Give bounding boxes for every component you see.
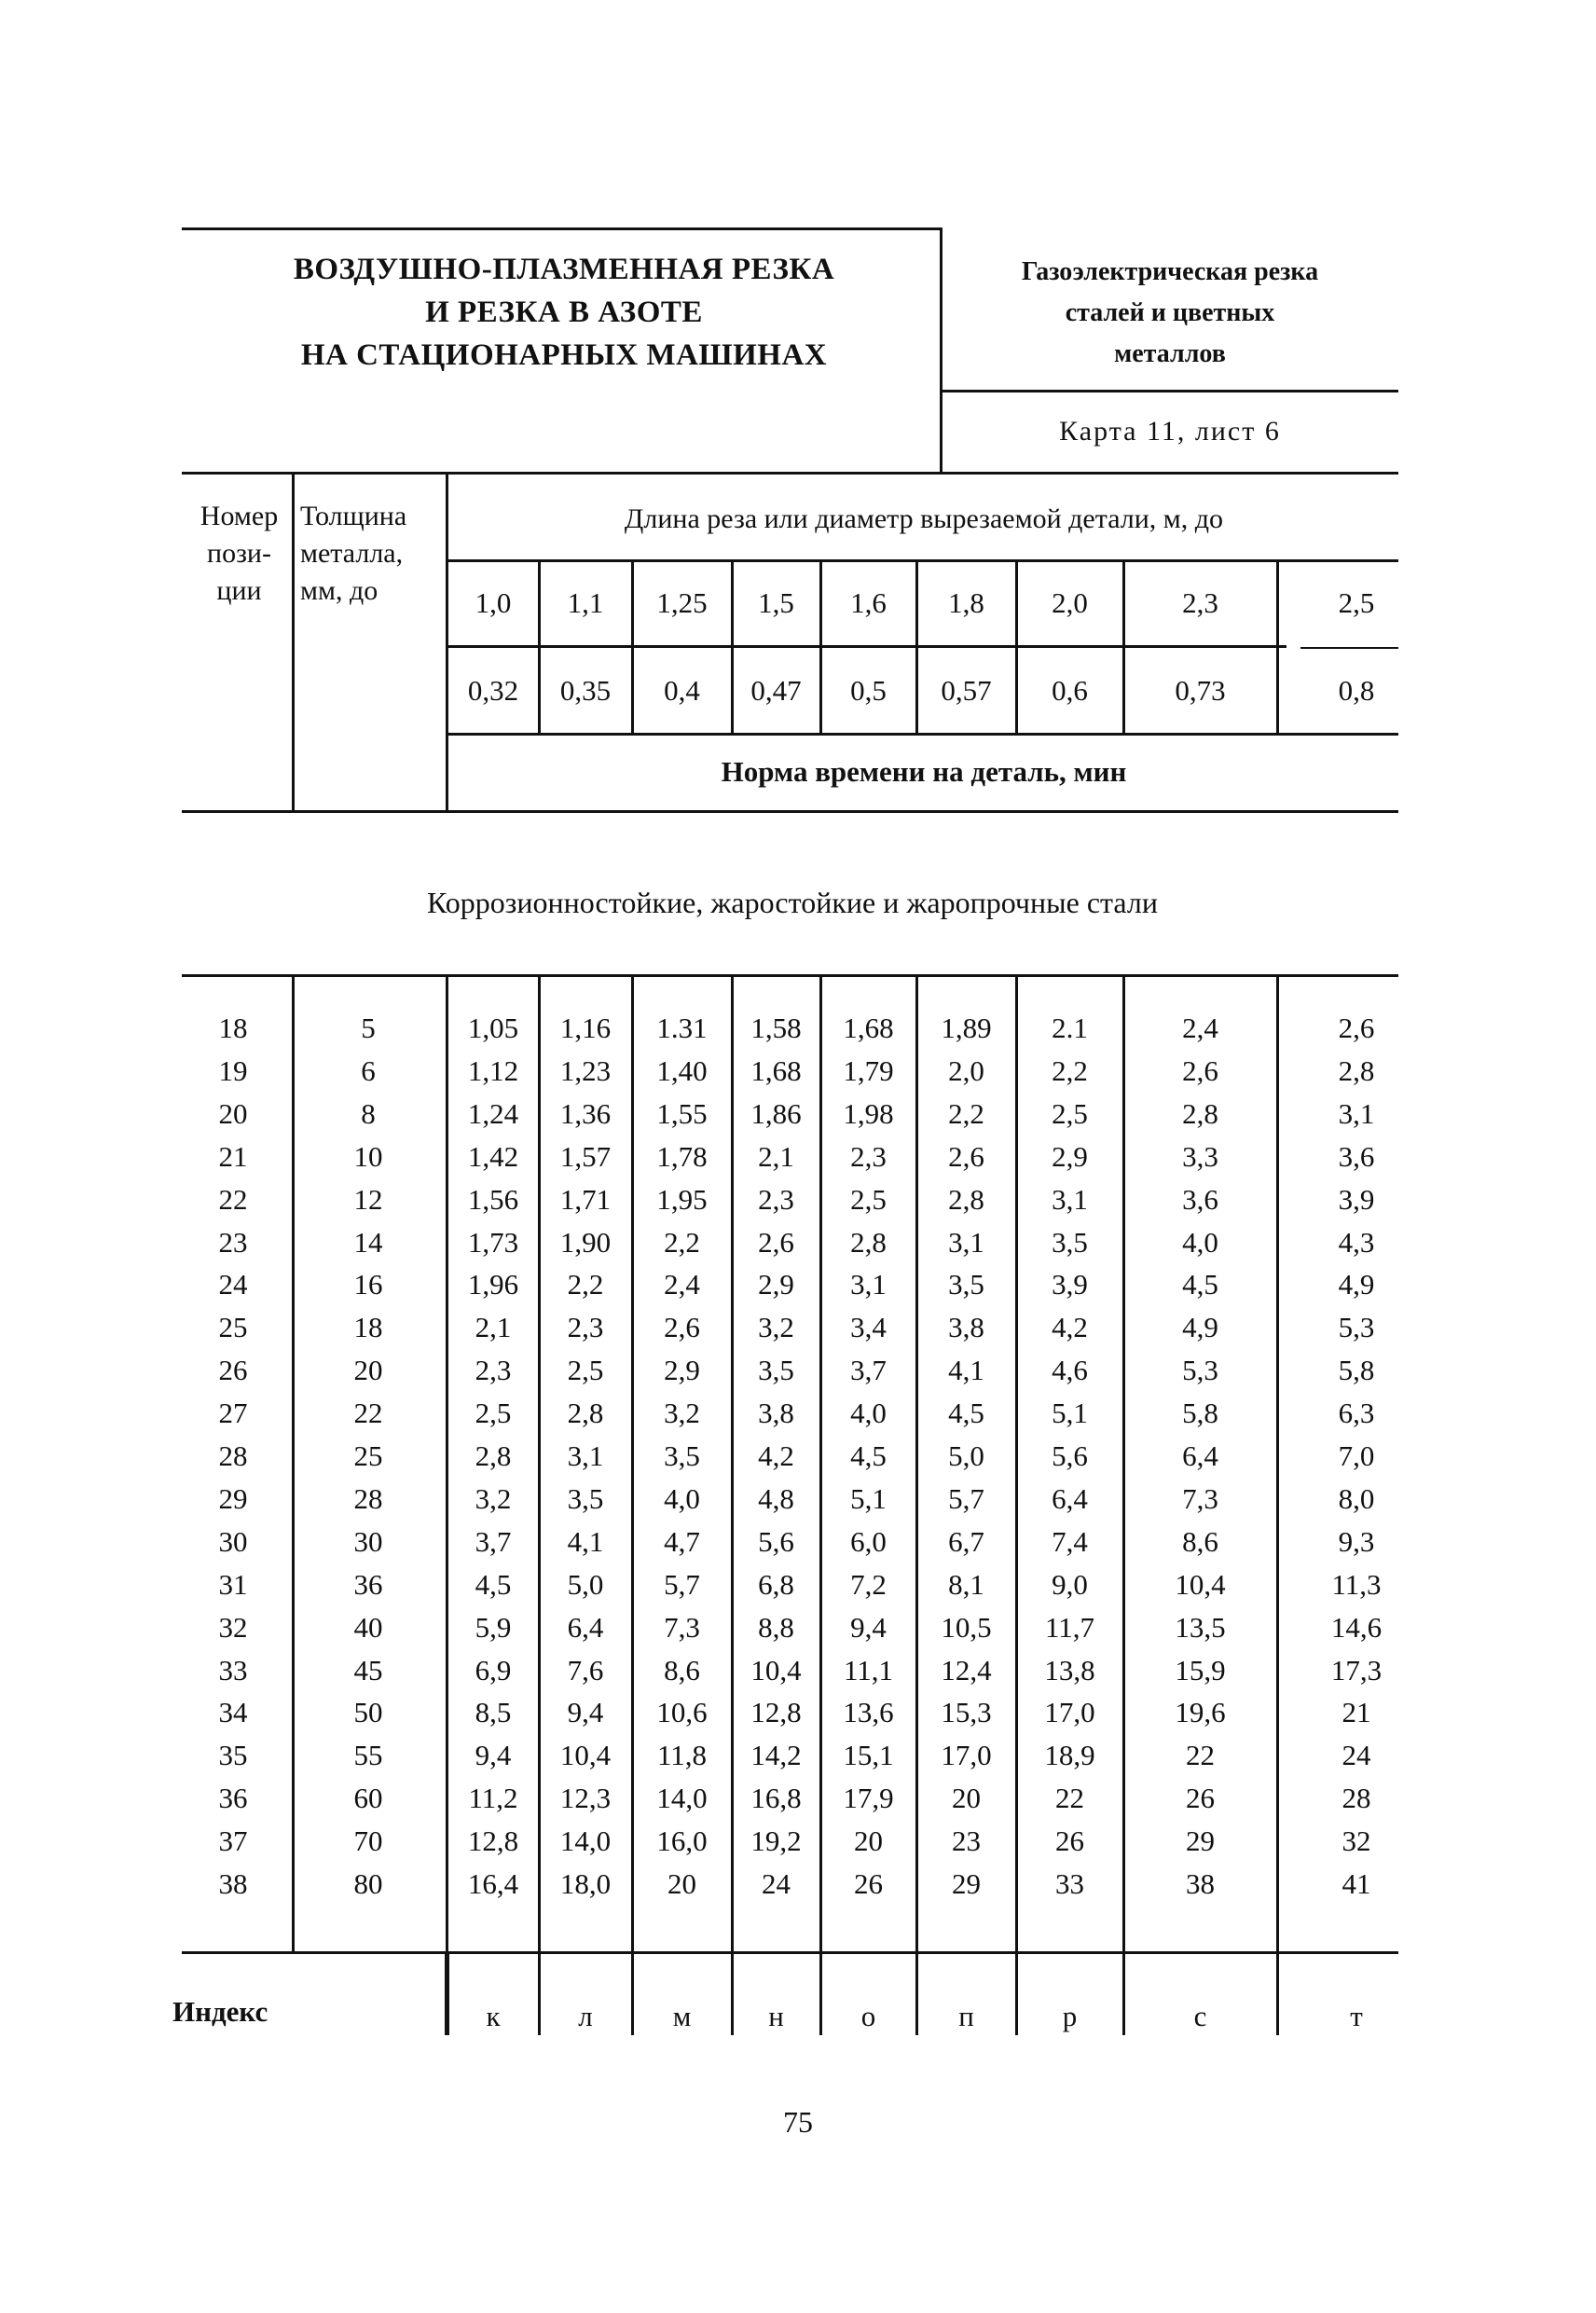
time-norm-value: 8,6 — [664, 1654, 700, 1687]
time-norm-value: 2,5 — [1052, 1097, 1088, 1130]
index-letter: п — [958, 2000, 974, 2032]
time-norm-value: 3,2 — [758, 1311, 794, 1343]
time-norm-value: 2,9 — [758, 1268, 794, 1301]
time-norm-value: 3,9 — [1338, 1183, 1375, 1216]
time-norm-value: 1,68 — [750, 1054, 802, 1087]
time-norm-value: 2,6 — [664, 1311, 700, 1343]
page-number: 75 — [783, 2105, 813, 2139]
time-norm-value: 2,4 — [664, 1268, 700, 1301]
time-norm-value: 1,86 — [750, 1097, 802, 1130]
time-norm-value: 1,36 — [559, 1097, 612, 1130]
time-norm-value: 4,5 — [948, 1397, 984, 1429]
time-norm-value: 26 — [1055, 1824, 1084, 1857]
index-letter: о — [860, 2000, 876, 2032]
thickness-value: 5 — [361, 1012, 376, 1044]
position-number: 18 — [218, 1012, 248, 1044]
position-number: 35 — [218, 1739, 248, 1771]
time-norm-value: 17,0 — [941, 1739, 992, 1771]
position-number: 23 — [218, 1226, 248, 1259]
time-norm-value: 3,5 — [1052, 1226, 1088, 1259]
time-norm-value: 4,9 — [1182, 1311, 1218, 1343]
time-norm-value: 14,2 — [750, 1739, 802, 1771]
time-norm-value: 3,3 — [1182, 1140, 1218, 1173]
time-norm-value: 3,2 — [475, 1482, 512, 1515]
thickness-value: 80 — [353, 1867, 383, 1900]
time-norm-value: 10,5 — [941, 1611, 992, 1644]
length-value: 2,3 — [1182, 586, 1218, 619]
time-norm-value: 4,0 — [1182, 1226, 1218, 1259]
time-norm-value: 5,1 — [1052, 1397, 1088, 1429]
time-norm-value: 15,3 — [941, 1696, 992, 1728]
title-line: ВОЗДУШНО-ПЛАЗМЕННАЯ РЕЗКА — [293, 253, 835, 286]
time-norm-value: 10,4 — [1175, 1568, 1226, 1601]
time-norm-value: 2,1 — [475, 1311, 512, 1343]
time-norm-value: 5,9 — [475, 1611, 512, 1644]
time-norm-value: 9,4 — [850, 1611, 887, 1644]
time-norm-value: 2,5 — [567, 1354, 604, 1386]
length-value: 2,0 — [1052, 586, 1088, 619]
time-norm-value: 2,3 — [567, 1311, 604, 1343]
time-norm-value: 7,2 — [850, 1568, 887, 1601]
time-norm-value: 9,3 — [1338, 1525, 1375, 1558]
time-norm-value: 1,12 — [467, 1054, 519, 1087]
time-norm-value: 4,0 — [850, 1397, 887, 1429]
time-norm-value: 5,3 — [1338, 1311, 1375, 1343]
time-norm-value: 1,56 — [467, 1183, 519, 1216]
diameter-value: 0,6 — [1052, 674, 1088, 707]
time-norm-value: 8,1 — [948, 1568, 984, 1601]
time-norm-value: 5,8 — [1338, 1354, 1375, 1386]
thickness-value: 50 — [353, 1696, 383, 1728]
time-norm-value: 3,9 — [1052, 1268, 1088, 1301]
diameter-value: 0,57 — [941, 674, 992, 707]
span-header: Длина реза или диаметр вырезаемой детали, м, до — [624, 503, 1224, 534]
length-value: 1,0 — [475, 586, 512, 619]
time-norm-value: 1,71 — [559, 1183, 612, 1216]
time-norm-value: 3,5 — [758, 1354, 794, 1386]
time-norm-value: 21 — [1341, 1696, 1371, 1728]
time-norm-value: 3,1 — [567, 1439, 604, 1472]
thickness-value: 14 — [353, 1226, 383, 1259]
time-norm-value: 2,2 — [948, 1097, 984, 1130]
time-norm-value: 2,8 — [1338, 1054, 1375, 1087]
time-norm-value: 11,7 — [1044, 1611, 1095, 1644]
time-norm-value: 16,4 — [467, 1867, 519, 1900]
time-norm-value: 14,6 — [1330, 1611, 1383, 1644]
position-number: 27 — [218, 1397, 248, 1429]
time-norm-value: 4,1 — [948, 1354, 984, 1386]
thickness-value: 20 — [353, 1354, 383, 1386]
time-norm-value: 3,7 — [850, 1354, 887, 1386]
time-norm-value: 12,3 — [559, 1782, 612, 1814]
index-letter: н — [768, 2000, 784, 2032]
position-number: 24 — [218, 1268, 248, 1301]
time-norm-value: 10,4 — [750, 1654, 802, 1687]
position-number: 22 — [218, 1183, 248, 1216]
header-line: Толщина — [300, 501, 407, 531]
time-norm-value: 4,0 — [664, 1482, 700, 1515]
position-number: 19 — [218, 1054, 248, 1087]
position-number: 33 — [218, 1654, 248, 1687]
time-norm-value: 4,6 — [1052, 1354, 1088, 1386]
time-norm-value: 5,1 — [850, 1482, 887, 1515]
time-norm-value: 8,8 — [758, 1611, 794, 1644]
time-norm-value: 5,7 — [664, 1568, 700, 1601]
time-norm-value: 4,1 — [567, 1525, 604, 1558]
time-norm-value: 1,40 — [656, 1054, 708, 1087]
index-label: Индекс — [172, 1995, 268, 2028]
position-number: 32 — [218, 1611, 248, 1644]
time-norm-value: 29 — [1186, 1824, 1215, 1857]
section-subtitle: Коррозионностойкие, жаростойкие и жаропрочные стали — [426, 886, 1158, 919]
thickness-value: 36 — [353, 1568, 383, 1601]
time-norm-value: 5,7 — [948, 1482, 984, 1515]
position-number: 34 — [218, 1696, 248, 1728]
time-norm-value: 13,5 — [1175, 1611, 1226, 1644]
time-norm-value: 3,7 — [475, 1525, 512, 1558]
side-line: сталей и цветных — [1065, 298, 1275, 327]
time-norm-value: 1,23 — [559, 1054, 612, 1087]
time-norm-value: 10,4 — [559, 1739, 612, 1771]
diameter-value: 0,5 — [850, 674, 887, 707]
time-norm-value: 5,6 — [1052, 1439, 1088, 1472]
time-norm-value: 2,3 — [475, 1354, 512, 1386]
position-number: 21 — [218, 1140, 248, 1173]
index-letter: с — [1193, 2000, 1207, 2032]
diameter-value: 0,4 — [664, 674, 700, 707]
position-number: 28 — [218, 1439, 248, 1472]
time-norm-value: 2,0 — [948, 1054, 984, 1087]
time-norm-value: 1,96 — [467, 1268, 519, 1301]
index-letter: к — [486, 2000, 501, 2032]
time-norm-value: 15,1 — [843, 1739, 894, 1771]
thickness-value: 45 — [353, 1654, 383, 1687]
time-norm-value: 6,9 — [475, 1654, 512, 1687]
header-line: металла, — [300, 538, 404, 569]
index-letter: л — [578, 2000, 593, 2032]
time-norm-value: 41 — [1341, 1867, 1371, 1900]
time-norm-value: 3,1 — [1052, 1183, 1088, 1216]
time-norm-value: 23 — [952, 1824, 981, 1857]
time-norm-value: 14,0 — [559, 1824, 612, 1857]
header-line: ции — [216, 575, 262, 606]
time-norm-value: 1,58 — [750, 1012, 802, 1044]
norm-header: Норма времени на деталь, мин — [721, 755, 1127, 788]
time-norm-value: 1,89 — [941, 1012, 992, 1044]
thickness-value: 16 — [353, 1268, 383, 1301]
time-norm-value: 3,1 — [1338, 1097, 1375, 1130]
index-letter: т — [1350, 2000, 1363, 2032]
time-norm-value: 6,0 — [850, 1525, 887, 1558]
time-norm-value: 2,8 — [567, 1397, 604, 1429]
time-norm-value: 3,6 — [1338, 1140, 1375, 1173]
time-norm-value: 13,6 — [843, 1696, 894, 1728]
time-norm-value: 16,8 — [750, 1782, 802, 1814]
time-norm-value: 3,1 — [850, 1268, 887, 1301]
time-norm-value: 2,4 — [1182, 1012, 1218, 1044]
time-norm-value: 2,3 — [850, 1140, 887, 1173]
diameter-value: 0,32 — [467, 674, 519, 707]
time-norm-value: 24 — [762, 1867, 791, 1900]
time-norm-value: 6,4 — [1182, 1439, 1218, 1472]
time-norm-value: 2,2 — [664, 1226, 700, 1259]
position-number: 30 — [218, 1525, 248, 1558]
time-norm-value: 8,0 — [1338, 1482, 1375, 1515]
time-norm-value: 1,05 — [467, 1012, 519, 1044]
time-norm-value: 1,78 — [656, 1140, 708, 1173]
time-norm-value: 5,0 — [948, 1439, 984, 1472]
time-norm-value: 9,4 — [475, 1739, 512, 1771]
position-number: 36 — [218, 1782, 248, 1814]
header-line: пози- — [207, 538, 271, 569]
time-norm-value: 2,6 — [1338, 1012, 1375, 1044]
time-norm-value: 3,5 — [948, 1268, 984, 1301]
time-norm-value: 11,3 — [1331, 1568, 1382, 1601]
length-value: 1,8 — [948, 586, 984, 619]
time-norm-value: 2,9 — [664, 1354, 700, 1386]
length-value: 1,1 — [567, 586, 604, 619]
time-norm-value: 1,90 — [559, 1226, 612, 1259]
time-norm-value: 15,9 — [1175, 1654, 1226, 1687]
thickness-value: 25 — [353, 1439, 383, 1472]
title-line: И РЕЗКА В АЗОТЕ — [425, 296, 703, 329]
time-norm-value: 6,7 — [948, 1525, 984, 1558]
time-norm-value: 33 — [1055, 1867, 1084, 1900]
time-norm-value: 13,8 — [1044, 1654, 1095, 1687]
time-norm-value: 2,2 — [1052, 1054, 1088, 1087]
time-norm-value: 18,0 — [559, 1867, 612, 1900]
time-norm-value: 11,1 — [843, 1654, 894, 1687]
time-norm-value: 1,98 — [843, 1097, 894, 1130]
thickness-value: 40 — [353, 1611, 383, 1644]
diameter-value: 0,47 — [750, 674, 802, 707]
time-norm-value: 6,3 — [1338, 1397, 1375, 1429]
position-number: 29 — [218, 1482, 248, 1515]
length-value: 1,6 — [850, 586, 887, 619]
time-norm-value: 1,68 — [843, 1012, 894, 1044]
col-thickness-header — [300, 498, 440, 610]
time-norm-value: 28 — [1341, 1782, 1371, 1814]
thickness-value: 60 — [353, 1782, 383, 1814]
time-norm-value: 17,0 — [1044, 1696, 1095, 1728]
time-norm-value: 20 — [952, 1782, 981, 1814]
time-norm-value: 20 — [854, 1824, 883, 1857]
time-norm-value: 22 — [1186, 1739, 1215, 1771]
time-norm-value: 4,2 — [1052, 1311, 1088, 1343]
thickness-value: 8 — [361, 1097, 376, 1130]
time-norm-value: 7,3 — [664, 1611, 700, 1644]
time-norm-value: 22 — [1055, 1782, 1084, 1814]
col-position-header — [186, 498, 292, 610]
time-norm-value: 2,1 — [758, 1140, 794, 1173]
time-norm-value: 12,4 — [941, 1654, 992, 1687]
time-norm-value: 19,2 — [750, 1824, 802, 1857]
position-number: 31 — [218, 1568, 248, 1601]
position-number: 26 — [218, 1354, 248, 1386]
time-norm-value: 4,9 — [1338, 1268, 1375, 1301]
length-value: 2,5 — [1338, 586, 1375, 619]
time-norm-value: 5,6 — [758, 1525, 794, 1558]
section-heading — [942, 252, 1398, 375]
time-norm-value: 26 — [1186, 1782, 1215, 1814]
side-line: Газоэлектрическая резка — [1021, 257, 1319, 286]
index-letter: р — [1062, 2000, 1078, 2032]
time-norm-value: 1,42 — [467, 1140, 519, 1173]
time-norm-value: 17,9 — [843, 1782, 894, 1814]
time-norm-value: 1,73 — [467, 1226, 519, 1259]
diameter-value: 0,35 — [559, 674, 612, 707]
thickness-value: 28 — [353, 1482, 383, 1515]
time-norm-value: 1,57 — [559, 1140, 612, 1173]
time-norm-value: 7,3 — [1182, 1482, 1218, 1515]
header-line: мм, до — [300, 575, 378, 606]
time-norm-value: 18,9 — [1044, 1739, 1095, 1771]
time-norm-value: 26 — [854, 1867, 883, 1900]
time-norm-value: 1,55 — [656, 1097, 708, 1130]
thickness-value: 22 — [353, 1397, 383, 1429]
time-norm-value: 3,5 — [567, 1482, 604, 1515]
length-value: 1,25 — [656, 586, 708, 619]
time-norm-value: 3,8 — [948, 1311, 984, 1343]
time-norm-value: 1,16 — [559, 1012, 612, 1044]
time-norm-value: 7,4 — [1052, 1525, 1088, 1558]
time-norm-value: 14,0 — [656, 1782, 708, 1814]
time-norm-value: 29 — [952, 1867, 981, 1900]
thickness-value: 12 — [353, 1183, 383, 1216]
side-line: металлов — [1114, 339, 1226, 368]
time-norm-value: 38 — [1186, 1867, 1215, 1900]
time-norm-value: 4,5 — [850, 1439, 887, 1472]
time-norm-value: 9,0 — [1052, 1568, 1088, 1601]
diameter-value: 0,73 — [1175, 674, 1226, 707]
length-value: 1,5 — [758, 586, 794, 619]
time-norm-value: 4,3 — [1338, 1226, 1375, 1259]
time-norm-value: 16,0 — [656, 1824, 708, 1857]
time-norm-value: 2,8 — [948, 1183, 984, 1216]
time-norm-value: 4,2 — [758, 1439, 794, 1472]
time-norm-value: 5,8 — [1182, 1397, 1218, 1429]
time-norm-value: 1,79 — [843, 1054, 894, 1087]
thickness-value: 55 — [353, 1739, 383, 1771]
time-norm-value: 4,5 — [1182, 1268, 1218, 1301]
time-norm-value: 10,6 — [656, 1696, 708, 1728]
time-norm-value: 6,8 — [758, 1568, 794, 1601]
position-number: 20 — [218, 1097, 248, 1130]
header-line: Номер — [200, 501, 279, 531]
time-norm-value: 3,5 — [664, 1439, 700, 1472]
time-norm-value: 2,6 — [948, 1140, 984, 1173]
position-number: 38 — [218, 1867, 248, 1900]
time-norm-value: 2,5 — [850, 1183, 887, 1216]
time-norm-value: 3,1 — [948, 1226, 984, 1259]
thickness-value: 70 — [353, 1824, 383, 1857]
time-norm-value: 4,8 — [758, 1482, 794, 1515]
time-norm-value: 4,7 — [664, 1525, 700, 1558]
thickness-value: 30 — [353, 1525, 383, 1558]
time-norm-value: 5,3 — [1182, 1354, 1218, 1386]
time-norm-value: 2,8 — [475, 1439, 512, 1472]
time-norm-value: 5,0 — [567, 1568, 604, 1601]
index-letter: м — [672, 2000, 692, 2032]
time-norm-value: 7,0 — [1338, 1439, 1375, 1472]
time-norm-value: 2,3 — [758, 1183, 794, 1216]
thickness-value: 10 — [353, 1140, 383, 1173]
position-number: 25 — [218, 1311, 248, 1343]
time-norm-value: 2,8 — [850, 1226, 887, 1259]
time-norm-value: 2.1 — [1052, 1012, 1088, 1044]
diameter-value: 0,8 — [1338, 674, 1375, 707]
time-norm-value: 4,5 — [475, 1568, 512, 1601]
time-norm-value: 19,6 — [1175, 1696, 1226, 1728]
time-norm-value: 2,6 — [758, 1226, 794, 1259]
time-norm-value: 24 — [1341, 1739, 1371, 1771]
time-norm-value: 2,8 — [1182, 1097, 1218, 1130]
time-norm-value: 11,2 — [468, 1782, 518, 1814]
time-norm-value: 3,2 — [664, 1397, 700, 1429]
time-norm-value: 7,6 — [567, 1654, 604, 1687]
time-norm-value: 1,24 — [467, 1097, 519, 1130]
time-norm-value: 2,2 — [567, 1268, 604, 1301]
time-norm-value: 8,5 — [475, 1696, 512, 1728]
card-label: Карта 11, лист 6 — [1059, 416, 1281, 447]
time-norm-value: 2,5 — [475, 1397, 512, 1429]
thickness-value: 6 — [361, 1054, 376, 1087]
time-norm-value: 12,8 — [467, 1824, 519, 1857]
time-norm-value: 6,4 — [567, 1611, 604, 1644]
time-norm-value: 12,8 — [750, 1696, 802, 1728]
position-number: 37 — [218, 1824, 248, 1857]
time-norm-value: 9,4 — [567, 1696, 604, 1728]
time-norm-value: 3,6 — [1182, 1183, 1218, 1216]
time-norm-value: 1,95 — [656, 1183, 708, 1216]
time-norm-value: 3,8 — [758, 1397, 794, 1429]
time-norm-value: 6,4 — [1052, 1482, 1088, 1515]
document-title — [186, 248, 942, 377]
time-norm-value: 2,6 — [1182, 1054, 1218, 1087]
time-norm-value: 17,3 — [1330, 1654, 1383, 1687]
time-norm-value: 2,9 — [1052, 1140, 1088, 1173]
time-norm-value: 11,8 — [656, 1739, 708, 1771]
time-norm-value: 3,4 — [850, 1311, 887, 1343]
title-line: НА СТАЦИОНАРНЫХ МАШИНАХ — [300, 338, 828, 372]
time-norm-value: 20 — [667, 1867, 696, 1900]
time-norm-value: 8,6 — [1182, 1525, 1218, 1558]
thickness-value: 18 — [353, 1311, 383, 1343]
time-norm-value: 1.31 — [656, 1012, 708, 1044]
time-norm-value: 32 — [1341, 1824, 1371, 1857]
